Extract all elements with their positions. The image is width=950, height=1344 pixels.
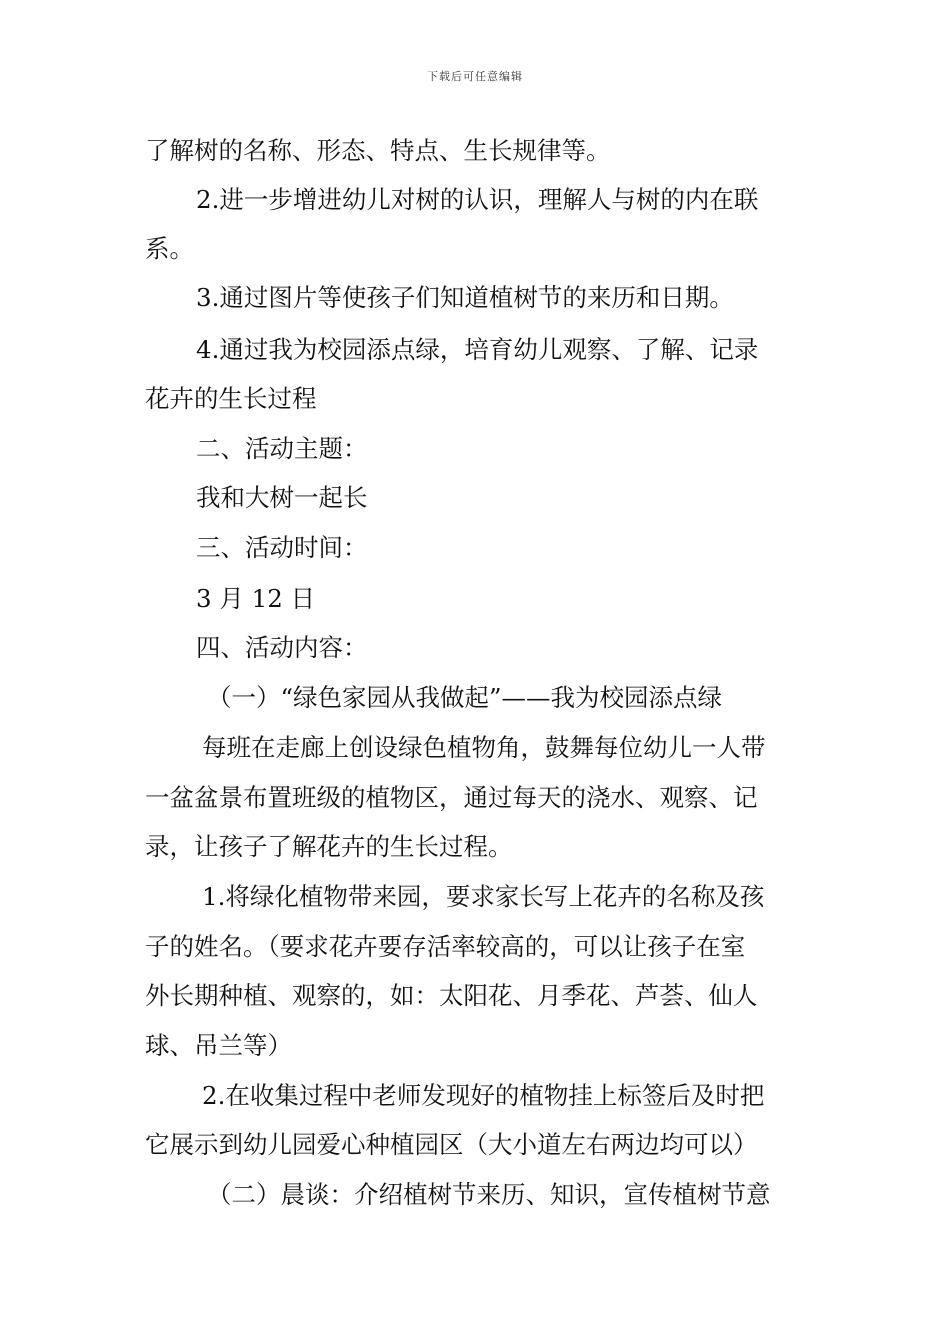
subsection-heading: （二）晨谈：介绍植树节来历、知识，宣传植树节意 — [207, 1180, 771, 1209]
text-line: 一盆盆景布置班级的植物区，通过每天的浇水、观察、记 — [145, 783, 758, 812]
text-line: 它展示到幼儿园爱心种植园区（大小道左右两边均可以） — [145, 1130, 758, 1159]
text-line: 每班在走廊上创设绿色植物角，鼓舞每位幼儿一人带 — [202, 733, 766, 762]
text-line: 4.通过我为校园添点绿，培育幼儿观察、了解、记录 — [196, 335, 759, 364]
section-heading: 三、活动时间： — [196, 533, 368, 562]
text-line: 2.在收集过程中老师发现好的植物挂上标签后及时把 — [202, 1081, 765, 1110]
section-heading: 二、活动主题： — [196, 434, 368, 463]
subsection-heading: （一）“绿色家园从我做起”——我为校园添点绿 — [207, 683, 723, 712]
text-line: 我和大树一起长 — [196, 483, 368, 512]
header-note: 下载后可任意编辑 — [427, 70, 523, 83]
text-line: 录，让孩子了解花卉的生长过程。 — [145, 832, 513, 861]
text-line: 花卉的生长过程 — [145, 384, 317, 413]
text-line: 3 月 12 日 — [196, 584, 316, 613]
text-line: 3.通过图片等使孩子们知道植树节的来历和日期。 — [196, 283, 734, 312]
text-line: 球、吊兰等） — [145, 1031, 292, 1060]
section-heading: 四、活动内容： — [196, 633, 368, 662]
text-line: 1.将绿化植物带来园，要求家长写上花卉的名称及孩 — [202, 882, 765, 911]
text-line: 子的姓名。（要求花卉要存活率较高的，可以让孩子在室 — [145, 932, 746, 961]
text-line: 系。 — [145, 234, 194, 263]
text-line: 2.进一步增进幼儿对树的认识，理解人与树的内在联 — [196, 185, 759, 214]
text-line: 外长期种植、观察的，如：太阳花、月季花、芦荟、仙人 — [145, 981, 758, 1010]
text-line: 了解树的名称、形态、特点、生长规律等。 — [145, 136, 611, 165]
